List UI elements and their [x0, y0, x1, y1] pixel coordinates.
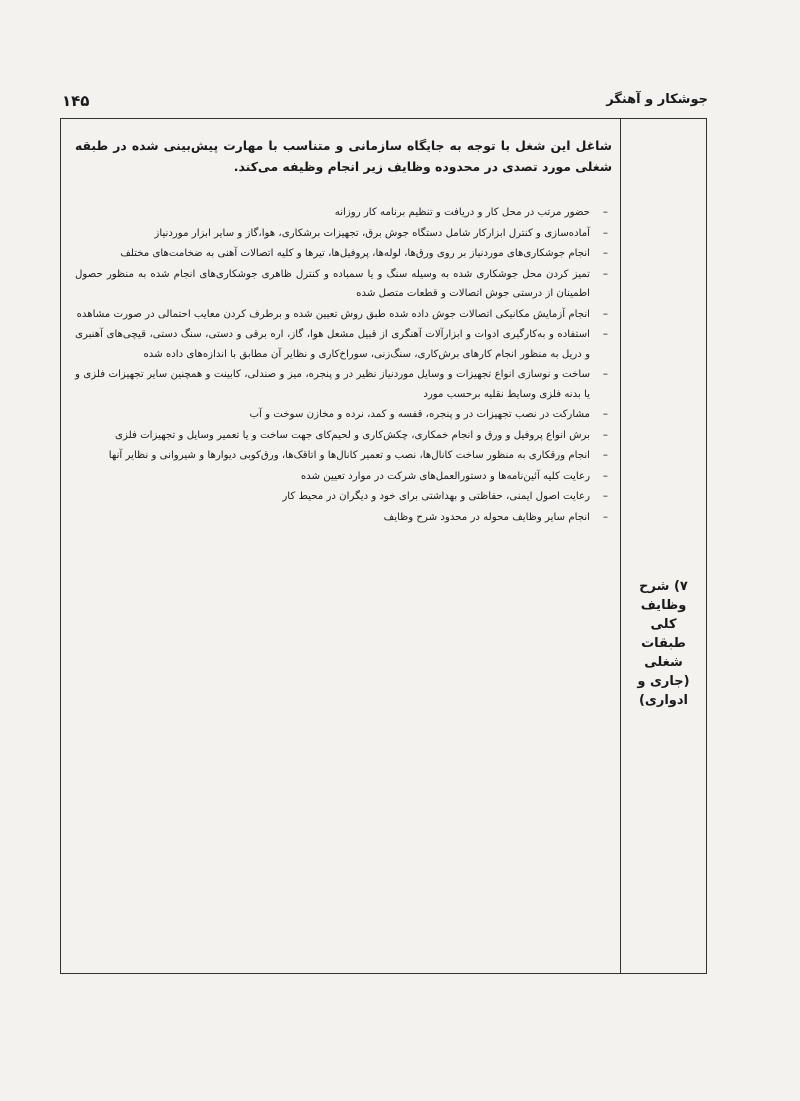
section-label-line: طبقات	[641, 636, 686, 651]
duty-item	[75, 446, 612, 466]
duty-item	[75, 426, 612, 446]
duty-item	[75, 508, 612, 528]
section-label	[621, 577, 706, 710]
bullet-dash: –	[602, 268, 608, 280]
intro-paragraph: شاغل این شغل با توجه به جایگاه سازمانی و متناسب با مهارت پیش‌بینی شده در طبقه شغلی مورد تصدی در محدوده وظایف زیر انجام وظیفه می‌کند.	[75, 138, 612, 174]
bullet-dash: –	[602, 207, 608, 218]
bullet-dash: –	[602, 429, 608, 441]
section-label-line: ادواری)	[638, 693, 688, 708]
bullet-dash: –	[602, 329, 608, 340]
duty-text: رعایت کلیه آئین‌نامه‌ها و دستورالعمل‌های شرکت در موارد تعیین شده	[300, 470, 590, 482]
duty-text: انجام جوشکاری‌های موردنیاز بر روی ورق‌ها، لوله‌ها، پروفیل‌ها، تیرها و کلیه اتصالات آهنی به ضخامت‌های مختلف	[120, 248, 590, 259]
duty-text: تمیز کردن محل جوشکاری شده به وسیله سنگ و یا سمباده و کنترل ظاهری جوشکاری‌های انجام شده به منظور حصول اطمینان از درستی جوش اتصالات و قطعات متصل شده	[75, 268, 590, 299]
duty-text: استفاده و به‌کارگیری ادوات و ابزارآلات آهنگری از قبیل مشعل هوا، گاز، اره برقی و دستی، سنگ دستی، قیچی‌های آهنبری و دریل به منظور انجام کارهای برش‌کاری، سنگ‌زنی، سوراخ‌کاری و نظایر آن مطابق با اندازه‌های داده شده	[75, 329, 590, 360]
section-label-line: (جاری و	[637, 674, 690, 689]
section-label-line: شغلی	[644, 655, 683, 670]
bullet-dash: –	[602, 369, 608, 380]
section-label-line: کلی	[650, 617, 677, 632]
bullet-dash: –	[602, 409, 608, 420]
duties-column	[61, 119, 620, 973]
duty-text: حضور مرتب در محل کار و دریافت و تنظیم برنامه کار روزانه	[334, 207, 590, 218]
bullet-dash: –	[602, 227, 608, 239]
duty-text: انجام سایر وظایف محوله در محدود شرح وظایف	[383, 511, 590, 523]
duty-item	[75, 203, 612, 223]
section-label-line: ۷) شرح	[639, 579, 688, 594]
duty-item	[75, 325, 612, 364]
duty-text: انجام ورقکاری به منظور ساخت کانال‌ها، نصب و تعمیر کانال‌ها و اتاقک‌ها، ورق‌کوبی دیوارها و شیروانی و نظایر آنها	[108, 450, 590, 461]
duty-item	[75, 405, 612, 425]
duties-list	[75, 203, 612, 527]
bullet-dash: –	[602, 470, 608, 482]
duty-text: برش انواع پروفیل و ورق و انجام خمکاری، چکش‌کاری و لحیم‌کای جهت ساخت و یا تعمیر وسایل و تجهیزات فلزی	[115, 429, 590, 441]
section-label-column	[620, 119, 706, 973]
job-description-table	[60, 118, 707, 974]
duty-item	[75, 305, 612, 325]
duty-item	[75, 224, 612, 244]
duty-text: آماده‌سازی و کنترل ابزارکار شامل دستگاه جوش برق، تجهیزات برشکاری، هوا،گاز و سایر ابزار موردنیاز	[154, 227, 590, 239]
duty-text: رعایت اصول ایمنی، حفاظتی و بهداشتی برای خود و دیگران در محیط کار	[282, 491, 590, 502]
duty-text: انجام آزمایش مکانیکی اتصالات جوش داده شده طبق روش تعیین شده و برطرف کردن معایب احتمالی در صورت مشاهده	[76, 308, 590, 320]
section-label-line: وظایف	[640, 598, 687, 613]
duty-text: ساخت و نوسازی انواع تجهیزات و وسایل موردنیاز نظیر در و پنجره، میز و صندلی، کابینت و همچنین سایر تجهیزات فلزی و یا بدنه فلزی وسایط نقلیه برحسب مورد	[75, 369, 590, 400]
bullet-dash: –	[602, 511, 608, 523]
duty-item	[75, 487, 612, 507]
duty-item	[75, 365, 612, 404]
bullet-dash: –	[602, 248, 608, 259]
duty-item	[75, 244, 612, 264]
bullet-dash: –	[602, 450, 608, 461]
page-number: ۱۴۵	[62, 92, 90, 110]
duty-item	[75, 265, 612, 304]
duty-text: مشارکت در نصب تجهیزات در و پنجره، قفسه و کمد، نرده و مخازن سوخت و آب	[249, 409, 590, 420]
bullet-dash: –	[602, 308, 608, 320]
page-title: جوشکار و آهنگر	[606, 92, 708, 107]
bullet-dash: –	[602, 491, 608, 502]
duty-item	[75, 467, 612, 487]
